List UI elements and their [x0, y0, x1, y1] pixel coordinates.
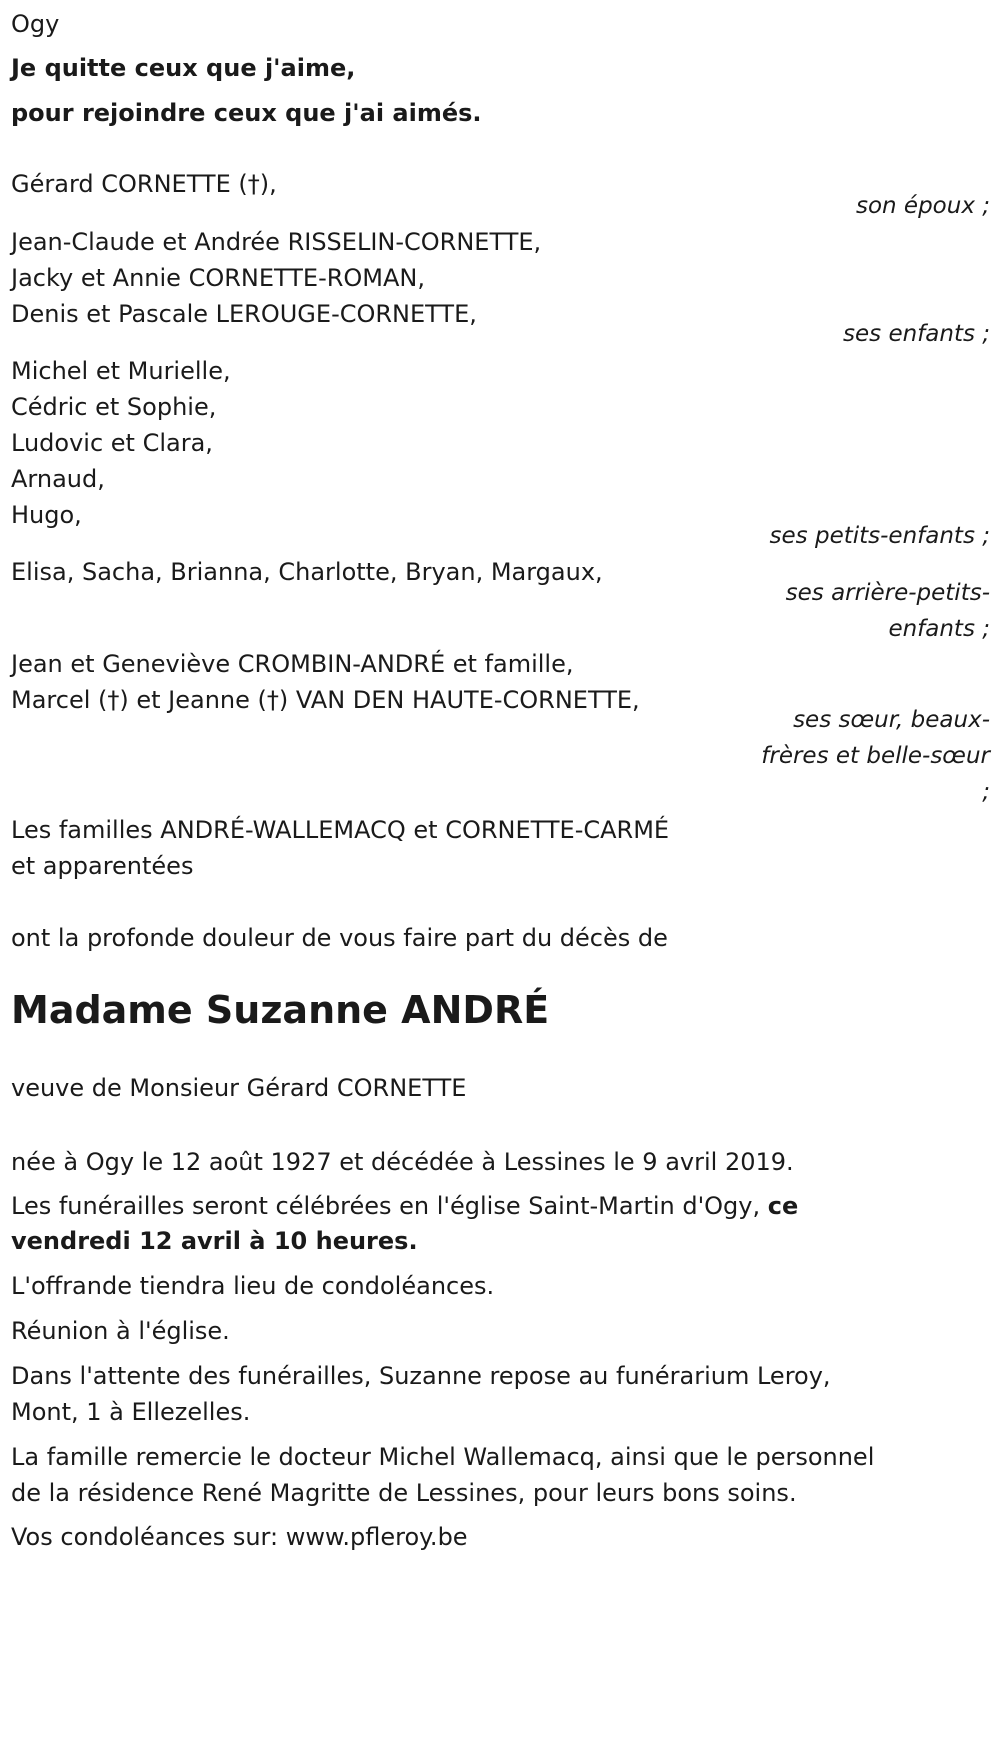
quote-line-1: Je quitte ceux que j'aime, [11, 54, 356, 82]
grandchildren-role: ses petits-enfants ; [769, 523, 990, 549]
announcement: ont la profonde douleur de vous faire part du décès de [11, 924, 668, 952]
sibling-name: Jean et Geneviève CROMBIN-ANDRÉ et famille, [11, 650, 574, 678]
meeting: Réunion à l'église. [11, 1317, 230, 1345]
condolences-link[interactable]: Vos condoléances sur: www.pfleroy.be [11, 1523, 468, 1551]
spouse-role: son époux ; [855, 193, 990, 219]
families-line-1: Les familles ANDRÉ-WALLEMACQ et CORNETTE-CARMÉ [11, 816, 670, 844]
quote-line-2: pour rejoindre ceux que j'ai aimés. [11, 99, 482, 127]
funeral-text: Les funérailles seront célébrées en l'église Saint-Martin d'Ogy, [11, 1192, 768, 1220]
families-line-2: et apparentées [11, 852, 194, 880]
thanks-line-1: La famille remercie le docteur Michel Wallemacq, ainsi que le personnel [11, 1443, 875, 1471]
birth-death: née à Ogy le 12 août 1927 et décédée à Lessines le 9 avril 2019. [11, 1148, 794, 1176]
place-header: Ogy [11, 10, 60, 38]
great-grandchildren-names: Elisa, Sacha, Brianna, Charlotte, Bryan, Margaux, [11, 558, 603, 586]
rest-line-2: Mont, 1 à Ellezelles. [11, 1398, 251, 1426]
siblings-role: ses sœur, beaux-frères et belle-sœur ; [761, 707, 990, 805]
offering: L'offrande tiendra lieu de condoléances. [11, 1272, 495, 1300]
child-name: Jean-Claude et Andrée RISSELIN-CORNETTE, [11, 228, 542, 256]
child-name: Denis et Pascale LEROUGE-CORNETTE, [11, 300, 477, 328]
rest-line-1: Dans l'attente des funérailles, Suzanne repose au funérarium Leroy, [11, 1362, 831, 1390]
grandchild-name: Cédric et Sophie, [11, 393, 217, 421]
children-role: ses enfants ; [843, 321, 990, 347]
funeral-when-1: ce [767, 1192, 799, 1220]
child-name: Jacky et Annie CORNETTE-ROMAN, [11, 264, 425, 292]
deceased-name: Madame Suzanne ANDRÉ [11, 988, 550, 1032]
sibling-name: Marcel (†) et Jeanne (†) VAN DEN HAUTE-CORNETTE, [11, 686, 640, 714]
grandchild-name: Michel et Murielle, [11, 357, 231, 385]
grandchild-name: Hugo, [11, 501, 82, 529]
widow-of: veuve de Monsieur Gérard CORNETTE [11, 1074, 467, 1102]
funeral-line-1 [11, 1186, 798, 1226]
grandchild-name: Ludovic et Clara, [11, 429, 213, 457]
spouse-name: Gérard CORNETTE (†), [11, 170, 277, 198]
funeral-when-2: vendredi 12 avril à 10 heures. [11, 1227, 418, 1255]
thanks-line-2: de la résidence René Magritte de Lessines, pour leurs bons soins. [11, 1479, 797, 1507]
great-grandchildren-role: ses arrière-petits-enfants ; [785, 580, 990, 642]
grandchild-name: Arnaud, [11, 465, 105, 493]
